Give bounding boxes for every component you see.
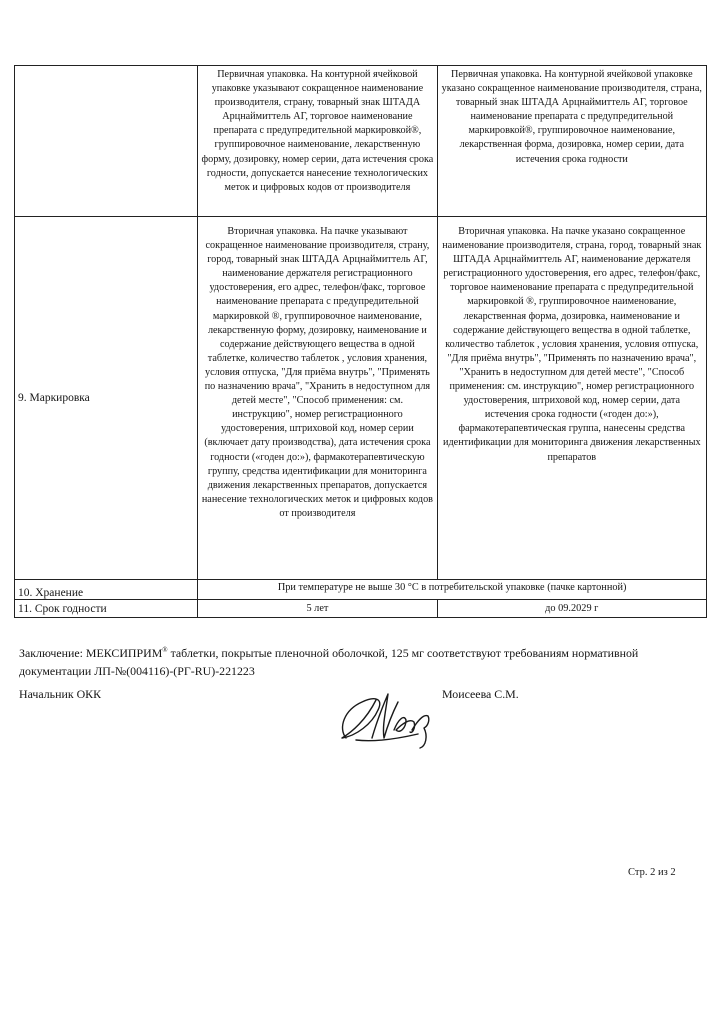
table-row-marking — [15, 217, 707, 580]
primary-packaging-result-text: Первичная упаковка. На контурной ячейковой упаковке указано сокращенное наименование производителя, страна, товарный знак ШТАДА Арцнаймиттель АГ, торговое наименование препарата с предупредительной маркировкой®, группировочное наименование, лекарственная форма, дозировка, номер серии, дата истечения срока годности — [441, 69, 702, 165]
shelf-life-label-cell — [15, 600, 198, 618]
conclusion-suffix: таблетки, покрытые пленочной оболочкой, 125 мг соответствуют требованиям нормативной документации ЛП-№(004116)-(РГ-RU)-221223 — [19, 645, 639, 679]
specification-table — [14, 65, 707, 618]
storage-label: 10. Хранение — [18, 587, 84, 599]
primary-packaging-result-cell — [437, 66, 706, 217]
shelf-life-result: до 09.2029 г — [545, 603, 599, 614]
page-number: Стр. 2 из 2 — [628, 867, 676, 878]
primary-packaging-requirement-cell — [198, 66, 437, 217]
storage-value: При температуре не выше 30 °С в потребительской упаковке (пачке картонной) — [277, 582, 627, 593]
shelf-life-result-cell — [437, 600, 706, 618]
registered-mark: ® — [162, 646, 168, 654]
conclusion-prefix: Заключение: МЕКСИПРИМ — [19, 645, 163, 660]
table-row-storage — [15, 580, 707, 600]
secondary-packaging-result-text: Вторичная упаковка. На пачке указано сокращенное наименование производителя, страна, город, товарный знак ШТАДА Арцнаймиттель АГ, наименование держателя регистрационного удостоверения, его адрес, телефон/факс, торговое наименование препарата с предупредительной маркировкой ®, группировочное наименование, лекарственная форма, дозировка, наименование и содержание действующего вещества в одной таблетке, количество таблеток , условия хранения, условия отпуска, "Для приёма внутрь", "Применять по назначению врача", "Хранить в недоступном для детей месте", "Способ применения: см. инструкцию", номер регистрационного удостоверения, штриховой код, номер серии, дата истечения срока годности («годен до:»), фармакотерапевтическая группа, нанесены средства идентификации для мониторинга движения лекарственных препаратов — [442, 226, 702, 463]
table-row-primary-packaging — [15, 66, 707, 217]
empty-label-cell — [15, 66, 198, 217]
primary-packaging-requirement-text: Первичная упаковка. На контурной ячейковой упаковке указывают сокращенное наименование производителя, страну, товарный знак ШТАДА Арцнаймиттель АГ, торговое наименование препарата с предупредительной маркировкой®, группировочное наименование, лекарственную форму, дозировку, номер серии, дата истечения срока годности, допускается нанесение технологических меток и цифровых кодов от производителя — [201, 69, 434, 193]
secondary-packaging-requirement-cell — [198, 217, 437, 580]
shelf-life-label: 11. Срок годности — [18, 602, 107, 615]
secondary-packaging-requirement-text: Вторичная упаковка. На пачке указывают сокращенное наименование производителя, страну, город, товарный знак ШТАДА Арцнаймиттель АГ, наименование держателя регистрационного удостоверения, его адрес, телефон/факс, торговое наименование препарата с предупредительной маркировкой ®, группировочное наименование, лекарственную форму, дозировку, наименование и содержание действующего вещества в одной таблетке, количество таблеток , условия хранения, условия отпуска, "Для приёма внутрь", "Применять по назначению врача", "Хранить в недоступном для детей месте", "Способ применения: см. инструкцию", номер регистрационного удостоверения, штриховой код, номер серии (включает дату производства), дата истечения срока годности («годен до:»), фармакотерапевтическую группу, средства идентификации для мониторинга движения лекарственных препаратов, допускается нанесение технологических меток и цифровых кодов от производителя — [201, 226, 433, 519]
shelf-life-requirement-cell — [198, 600, 437, 618]
marking-label-cell — [15, 217, 198, 580]
secondary-packaging-result-cell — [437, 217, 706, 580]
signer-position: Начальник ОКК — [19, 687, 102, 701]
handwritten-signature — [332, 680, 442, 750]
shelf-life-requirement: 5 лет — [306, 603, 329, 614]
conclusion-text — [19, 641, 709, 681]
signer-name: Моисеева С.М. — [442, 687, 519, 701]
table-row-shelf-life — [15, 600, 707, 618]
storage-value-cell — [198, 580, 707, 600]
storage-label-cell — [15, 580, 198, 600]
marking-label: 9. Маркировка — [18, 392, 90, 404]
